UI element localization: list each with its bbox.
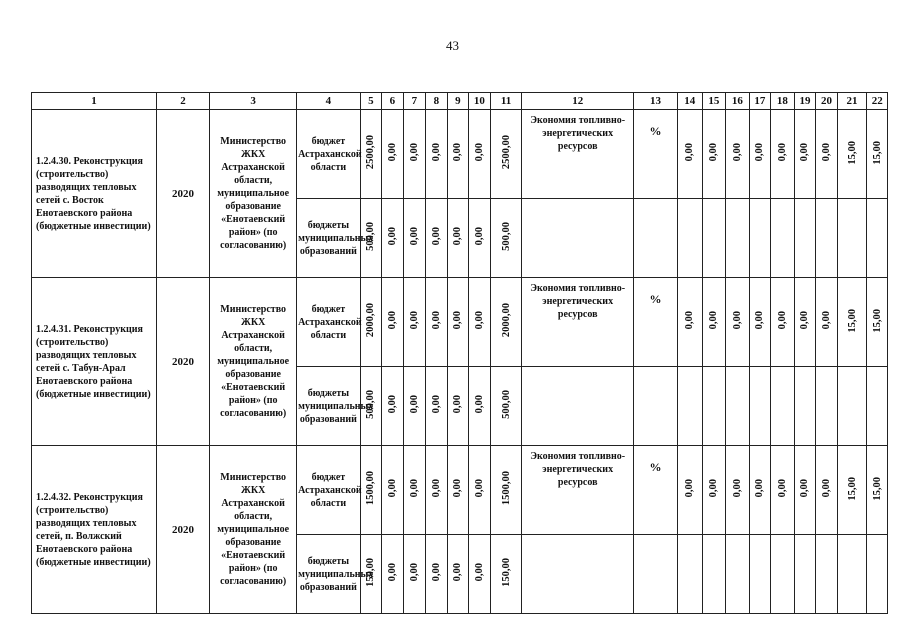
value-text: 0,00 <box>452 563 464 582</box>
value-text: 0,00 <box>754 479 766 498</box>
unit-cell: % <box>633 446 677 535</box>
value-cell <box>469 367 491 446</box>
value-cell <box>678 446 703 535</box>
value-cell <box>490 278 522 367</box>
value-cell <box>447 367 469 446</box>
value-cell <box>382 199 404 278</box>
value-cell <box>867 278 888 367</box>
value-text: 0,00 <box>754 311 766 330</box>
value-text: 0,00 <box>452 479 464 498</box>
value-cell <box>702 446 726 535</box>
value-text: 0,00 <box>452 143 464 162</box>
executor-cell: Министерство ЖКХ Астраханской области, муниципальное образование «Енотаевский район» (по согласованию) <box>210 278 297 446</box>
value-text: 15,00 <box>846 140 858 165</box>
empty-cell <box>522 535 634 614</box>
value-cell <box>837 110 867 199</box>
value-cell <box>426 535 448 614</box>
column-header: 6 <box>382 93 404 110</box>
value-cell <box>469 110 491 199</box>
value-cell <box>469 535 491 614</box>
value-text: 0,00 <box>452 311 464 330</box>
value-text: 0,00 <box>708 143 720 162</box>
value-text: 0,00 <box>386 143 398 162</box>
value-cell <box>726 278 750 367</box>
value-cell <box>403 535 426 614</box>
value-cell <box>771 278 795 367</box>
value-cell <box>403 446 426 535</box>
value-text: 0,00 <box>473 395 485 414</box>
year-cell: 2020 <box>156 110 209 278</box>
value-cell <box>447 199 469 278</box>
empty-cell <box>522 367 634 446</box>
value-text: 0,00 <box>386 395 398 414</box>
empty-cell <box>816 367 838 446</box>
column-header: 1 <box>32 93 157 110</box>
value-cell <box>426 446 448 535</box>
column-header: 20 <box>816 93 838 110</box>
value-text: 15,00 <box>871 308 883 333</box>
value-text: 0,00 <box>408 563 420 582</box>
value-cell <box>447 110 469 199</box>
empty-cell <box>771 535 795 614</box>
executor-cell: Министерство ЖКХ Астраханской области, муниципальное образование «Енотаевский район» (по согласованию) <box>210 110 297 278</box>
column-header: 8 <box>426 93 448 110</box>
value-cell <box>749 110 771 199</box>
value-text: 150,00 <box>500 558 512 587</box>
value-text: 0,00 <box>708 479 720 498</box>
value-text: 0,00 <box>430 227 442 246</box>
indicator-cell: Экономия топливно-энергетических ресурсов <box>522 110 634 199</box>
value-cell <box>403 278 426 367</box>
value-cell <box>469 199 491 278</box>
value-text: 0,00 <box>473 227 485 246</box>
value-cell <box>360 110 382 199</box>
empty-cell <box>794 535 816 614</box>
value-cell <box>382 535 404 614</box>
empty-cell <box>867 535 888 614</box>
value-cell <box>447 535 469 614</box>
empty-cell <box>678 535 703 614</box>
empty-cell <box>867 367 888 446</box>
value-cell <box>426 278 448 367</box>
value-text: 0,00 <box>473 479 485 498</box>
value-cell <box>490 367 522 446</box>
measure-name: 1.2.4.32. Реконструкция (строительство) разводящих тепловых сетей, п. Волжский Енотаевского района (бюджетные инвестиции) <box>32 446 157 614</box>
table-row <box>32 110 888 199</box>
column-header: 11 <box>490 93 522 110</box>
value-text: 0,00 <box>820 311 832 330</box>
funding-source: бюджет Астраханской области <box>297 110 360 199</box>
value-text: 0,00 <box>731 479 743 498</box>
value-text: 2500,00 <box>500 135 512 170</box>
value-text: 0,00 <box>473 143 485 162</box>
value-cell <box>490 110 522 199</box>
year-cell: 2020 <box>156 446 209 614</box>
value-cell <box>867 446 888 535</box>
empty-cell <box>837 367 867 446</box>
value-cell <box>447 278 469 367</box>
value-cell <box>771 110 795 199</box>
value-text: 0,00 <box>452 395 464 414</box>
value-cell <box>816 110 838 199</box>
value-cell <box>771 446 795 535</box>
value-text: 0,00 <box>799 311 811 330</box>
value-cell <box>382 367 404 446</box>
value-text: 0,00 <box>386 479 398 498</box>
value-cell <box>726 446 750 535</box>
empty-cell <box>749 535 771 614</box>
value-cell <box>794 446 816 535</box>
empty-cell <box>633 367 677 446</box>
empty-cell <box>678 367 703 446</box>
value-cell <box>490 199 522 278</box>
indicator-cell: Экономия топливно-энергетических ресурсов <box>522 278 634 367</box>
empty-cell <box>794 367 816 446</box>
empty-cell <box>771 367 795 446</box>
value-text: 0,00 <box>408 311 420 330</box>
value-text: 15,00 <box>846 476 858 501</box>
empty-cell <box>749 367 771 446</box>
funding-source: бюджеты муниципальных образований <box>297 535 360 614</box>
value-text: 0,00 <box>473 563 485 582</box>
value-text: 1500,00 <box>365 471 377 506</box>
column-header: 3 <box>210 93 297 110</box>
empty-cell <box>702 199 726 278</box>
empty-cell <box>726 535 750 614</box>
value-cell <box>749 446 771 535</box>
value-cell <box>749 278 771 367</box>
empty-cell <box>837 199 867 278</box>
empty-cell <box>816 535 838 614</box>
measure-name: 1.2.4.30. Реконструкция (строительство) разводящих тепловых сетей с. Восток Енотаевского района (бюджетные инвестиции) <box>32 110 157 278</box>
empty-cell <box>771 199 795 278</box>
empty-cell <box>522 199 634 278</box>
column-header: 10 <box>469 93 491 110</box>
value-cell <box>867 110 888 199</box>
value-cell <box>702 278 726 367</box>
value-text: 15,00 <box>871 140 883 165</box>
column-header: 12 <box>522 93 634 110</box>
empty-cell <box>816 199 838 278</box>
empty-cell <box>749 199 771 278</box>
value-text: 1500,00 <box>500 471 512 506</box>
funding-source: бюджеты муниципальных образований <box>297 199 360 278</box>
column-header: 14 <box>678 93 703 110</box>
value-text: 0,00 <box>408 395 420 414</box>
value-text: 0,00 <box>799 479 811 498</box>
value-cell <box>447 446 469 535</box>
year-cell: 2020 <box>156 278 209 446</box>
empty-cell <box>794 199 816 278</box>
value-cell <box>382 446 404 535</box>
value-text: 0,00 <box>799 143 811 162</box>
value-cell <box>726 110 750 199</box>
value-text: 0,00 <box>452 227 464 246</box>
value-text: 0,00 <box>776 479 788 498</box>
empty-cell <box>633 199 677 278</box>
empty-cell <box>702 367 726 446</box>
value-cell <box>469 278 491 367</box>
value-text: 0,00 <box>776 311 788 330</box>
value-cell <box>469 446 491 535</box>
column-header: 4 <box>297 93 360 110</box>
value-cell <box>490 446 522 535</box>
value-cell <box>403 110 426 199</box>
column-header: 13 <box>633 93 677 110</box>
value-text: 2500,00 <box>365 135 377 170</box>
value-text: 0,00 <box>776 143 788 162</box>
value-text: 0,00 <box>430 395 442 414</box>
value-text: 0,00 <box>754 143 766 162</box>
empty-cell <box>726 199 750 278</box>
value-text: 500,00 <box>365 222 377 251</box>
column-header: 5 <box>360 93 382 110</box>
value-cell <box>403 367 426 446</box>
value-cell <box>426 367 448 446</box>
value-text: 15,00 <box>871 476 883 501</box>
value-cell <box>360 446 382 535</box>
column-header: 2 <box>156 93 209 110</box>
value-text: 500,00 <box>500 390 512 419</box>
column-header: 9 <box>447 93 469 110</box>
value-cell <box>382 110 404 199</box>
value-cell <box>816 446 838 535</box>
empty-cell <box>867 199 888 278</box>
empty-cell <box>702 535 726 614</box>
value-text: 0,00 <box>386 311 398 330</box>
value-cell <box>678 110 703 199</box>
value-text: 0,00 <box>473 311 485 330</box>
executor-cell: Министерство ЖКХ Астраханской области, муниципальное образование «Енотаевский район» (по согласованию) <box>210 446 297 614</box>
table-row <box>32 278 888 367</box>
value-text: 0,00 <box>408 227 420 246</box>
value-cell <box>382 278 404 367</box>
column-header: 19 <box>794 93 816 110</box>
value-cell <box>360 278 382 367</box>
value-text: 0,00 <box>408 479 420 498</box>
value-text: 0,00 <box>684 143 696 162</box>
value-cell <box>678 278 703 367</box>
empty-cell <box>837 535 867 614</box>
value-cell <box>837 446 867 535</box>
program-table <box>31 92 888 614</box>
page-number: 43 <box>446 38 459 53</box>
unit-cell: % <box>633 110 677 199</box>
header-row <box>32 93 888 110</box>
column-header: 15 <box>702 93 726 110</box>
empty-cell <box>633 535 677 614</box>
value-text: 0,00 <box>430 311 442 330</box>
value-cell <box>794 110 816 199</box>
funding-source: бюджет Астраханской области <box>297 278 360 367</box>
value-text: 0,00 <box>430 563 442 582</box>
value-cell <box>490 535 522 614</box>
value-text: 0,00 <box>684 311 696 330</box>
funding-source: бюджет Астраханской области <box>297 446 360 535</box>
column-header: 7 <box>403 93 426 110</box>
value-cell <box>794 278 816 367</box>
value-text: 15,00 <box>846 308 858 333</box>
value-text: 2000,00 <box>365 303 377 338</box>
empty-cell <box>678 199 703 278</box>
value-cell <box>702 110 726 199</box>
value-text: 0,00 <box>820 143 832 162</box>
value-text: 0,00 <box>708 311 720 330</box>
column-header: 21 <box>837 93 867 110</box>
value-text: 0,00 <box>386 227 398 246</box>
value-text: 0,00 <box>820 479 832 498</box>
value-text: 0,00 <box>731 311 743 330</box>
value-cell <box>426 199 448 278</box>
value-text: 0,00 <box>731 143 743 162</box>
column-header: 16 <box>726 93 750 110</box>
value-text: 0,00 <box>430 143 442 162</box>
measure-name: 1.2.4.31. Реконструкция (строительство) разводящих тепловых сетей с. Табун-Арал Енотаевского района (бюджетные инвестиции) <box>32 278 157 446</box>
value-text: 150,00 <box>365 558 377 587</box>
value-cell <box>837 278 867 367</box>
funding-source: бюджеты муниципальных образований <box>297 367 360 446</box>
empty-cell <box>726 367 750 446</box>
value-text: 0,00 <box>684 479 696 498</box>
value-text: 500,00 <box>500 222 512 251</box>
unit-cell: % <box>633 278 677 367</box>
value-text: 0,00 <box>408 143 420 162</box>
value-cell <box>426 110 448 199</box>
column-header: 18 <box>771 93 795 110</box>
table-row <box>32 446 888 535</box>
value-text: 500,00 <box>365 390 377 419</box>
column-header: 22 <box>867 93 888 110</box>
value-text: 0,00 <box>430 479 442 498</box>
indicator-cell: Экономия топливно-энергетических ресурсов <box>522 446 634 535</box>
value-text: 2000,00 <box>500 303 512 338</box>
value-cell <box>403 199 426 278</box>
value-text: 0,00 <box>386 563 398 582</box>
column-header: 17 <box>749 93 771 110</box>
value-cell <box>816 278 838 367</box>
